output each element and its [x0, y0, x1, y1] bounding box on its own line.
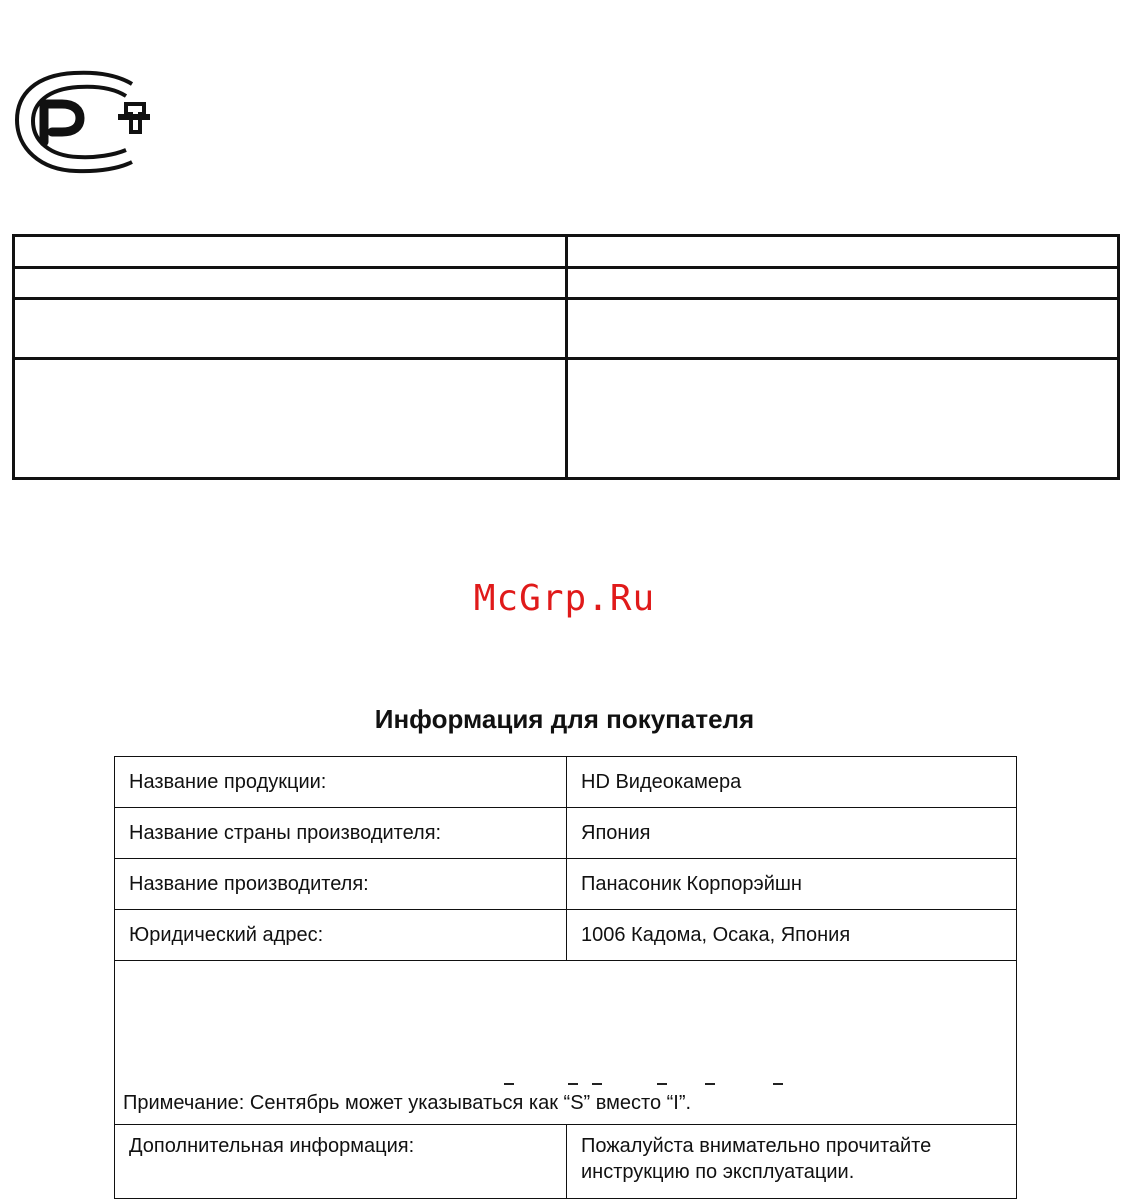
row-label: Название производителя:: [115, 859, 567, 910]
row-value: Панасоник Корпорэйшн: [567, 859, 1017, 910]
mark: [504, 1083, 514, 1085]
row-label: Юридический адрес:: [115, 910, 567, 961]
customer-info-table: [114, 756, 1017, 1199]
grid-divider: [565, 237, 568, 477]
mark: [773, 1083, 783, 1085]
table-row: [115, 757, 1017, 808]
note-row: [115, 961, 1017, 1125]
watermark: McGrp.Ru: [473, 578, 656, 619]
row-label: Название страны производителя:: [115, 808, 567, 859]
table-row: [115, 859, 1017, 910]
mark: [705, 1083, 715, 1085]
row-value: Япония: [567, 808, 1017, 859]
note-text: Примечание: Сентябрь может указываться как “S” вместо “I”.: [115, 961, 1017, 1125]
row-value: Пожалуйста внимательно прочитайте инструкцию по эксплуатации.: [567, 1125, 1017, 1199]
row-label: Дополнительная информация:: [115, 1125, 567, 1199]
row-value: HD Видеокамера: [567, 757, 1017, 808]
page-title: Информация для покупателя: [374, 704, 755, 734]
empty-grid-table: [12, 234, 1120, 480]
mark: [657, 1083, 667, 1085]
table-row: [115, 910, 1017, 961]
mark: [568, 1083, 578, 1085]
row-label: Название продукции:: [115, 757, 567, 808]
table-row: [115, 808, 1017, 859]
row-value: 1006 Кадома, Осака, Япония: [567, 910, 1017, 961]
table-row: [115, 1125, 1017, 1199]
mark: [592, 1083, 602, 1085]
rst-certification-logo-icon: [14, 70, 150, 176]
